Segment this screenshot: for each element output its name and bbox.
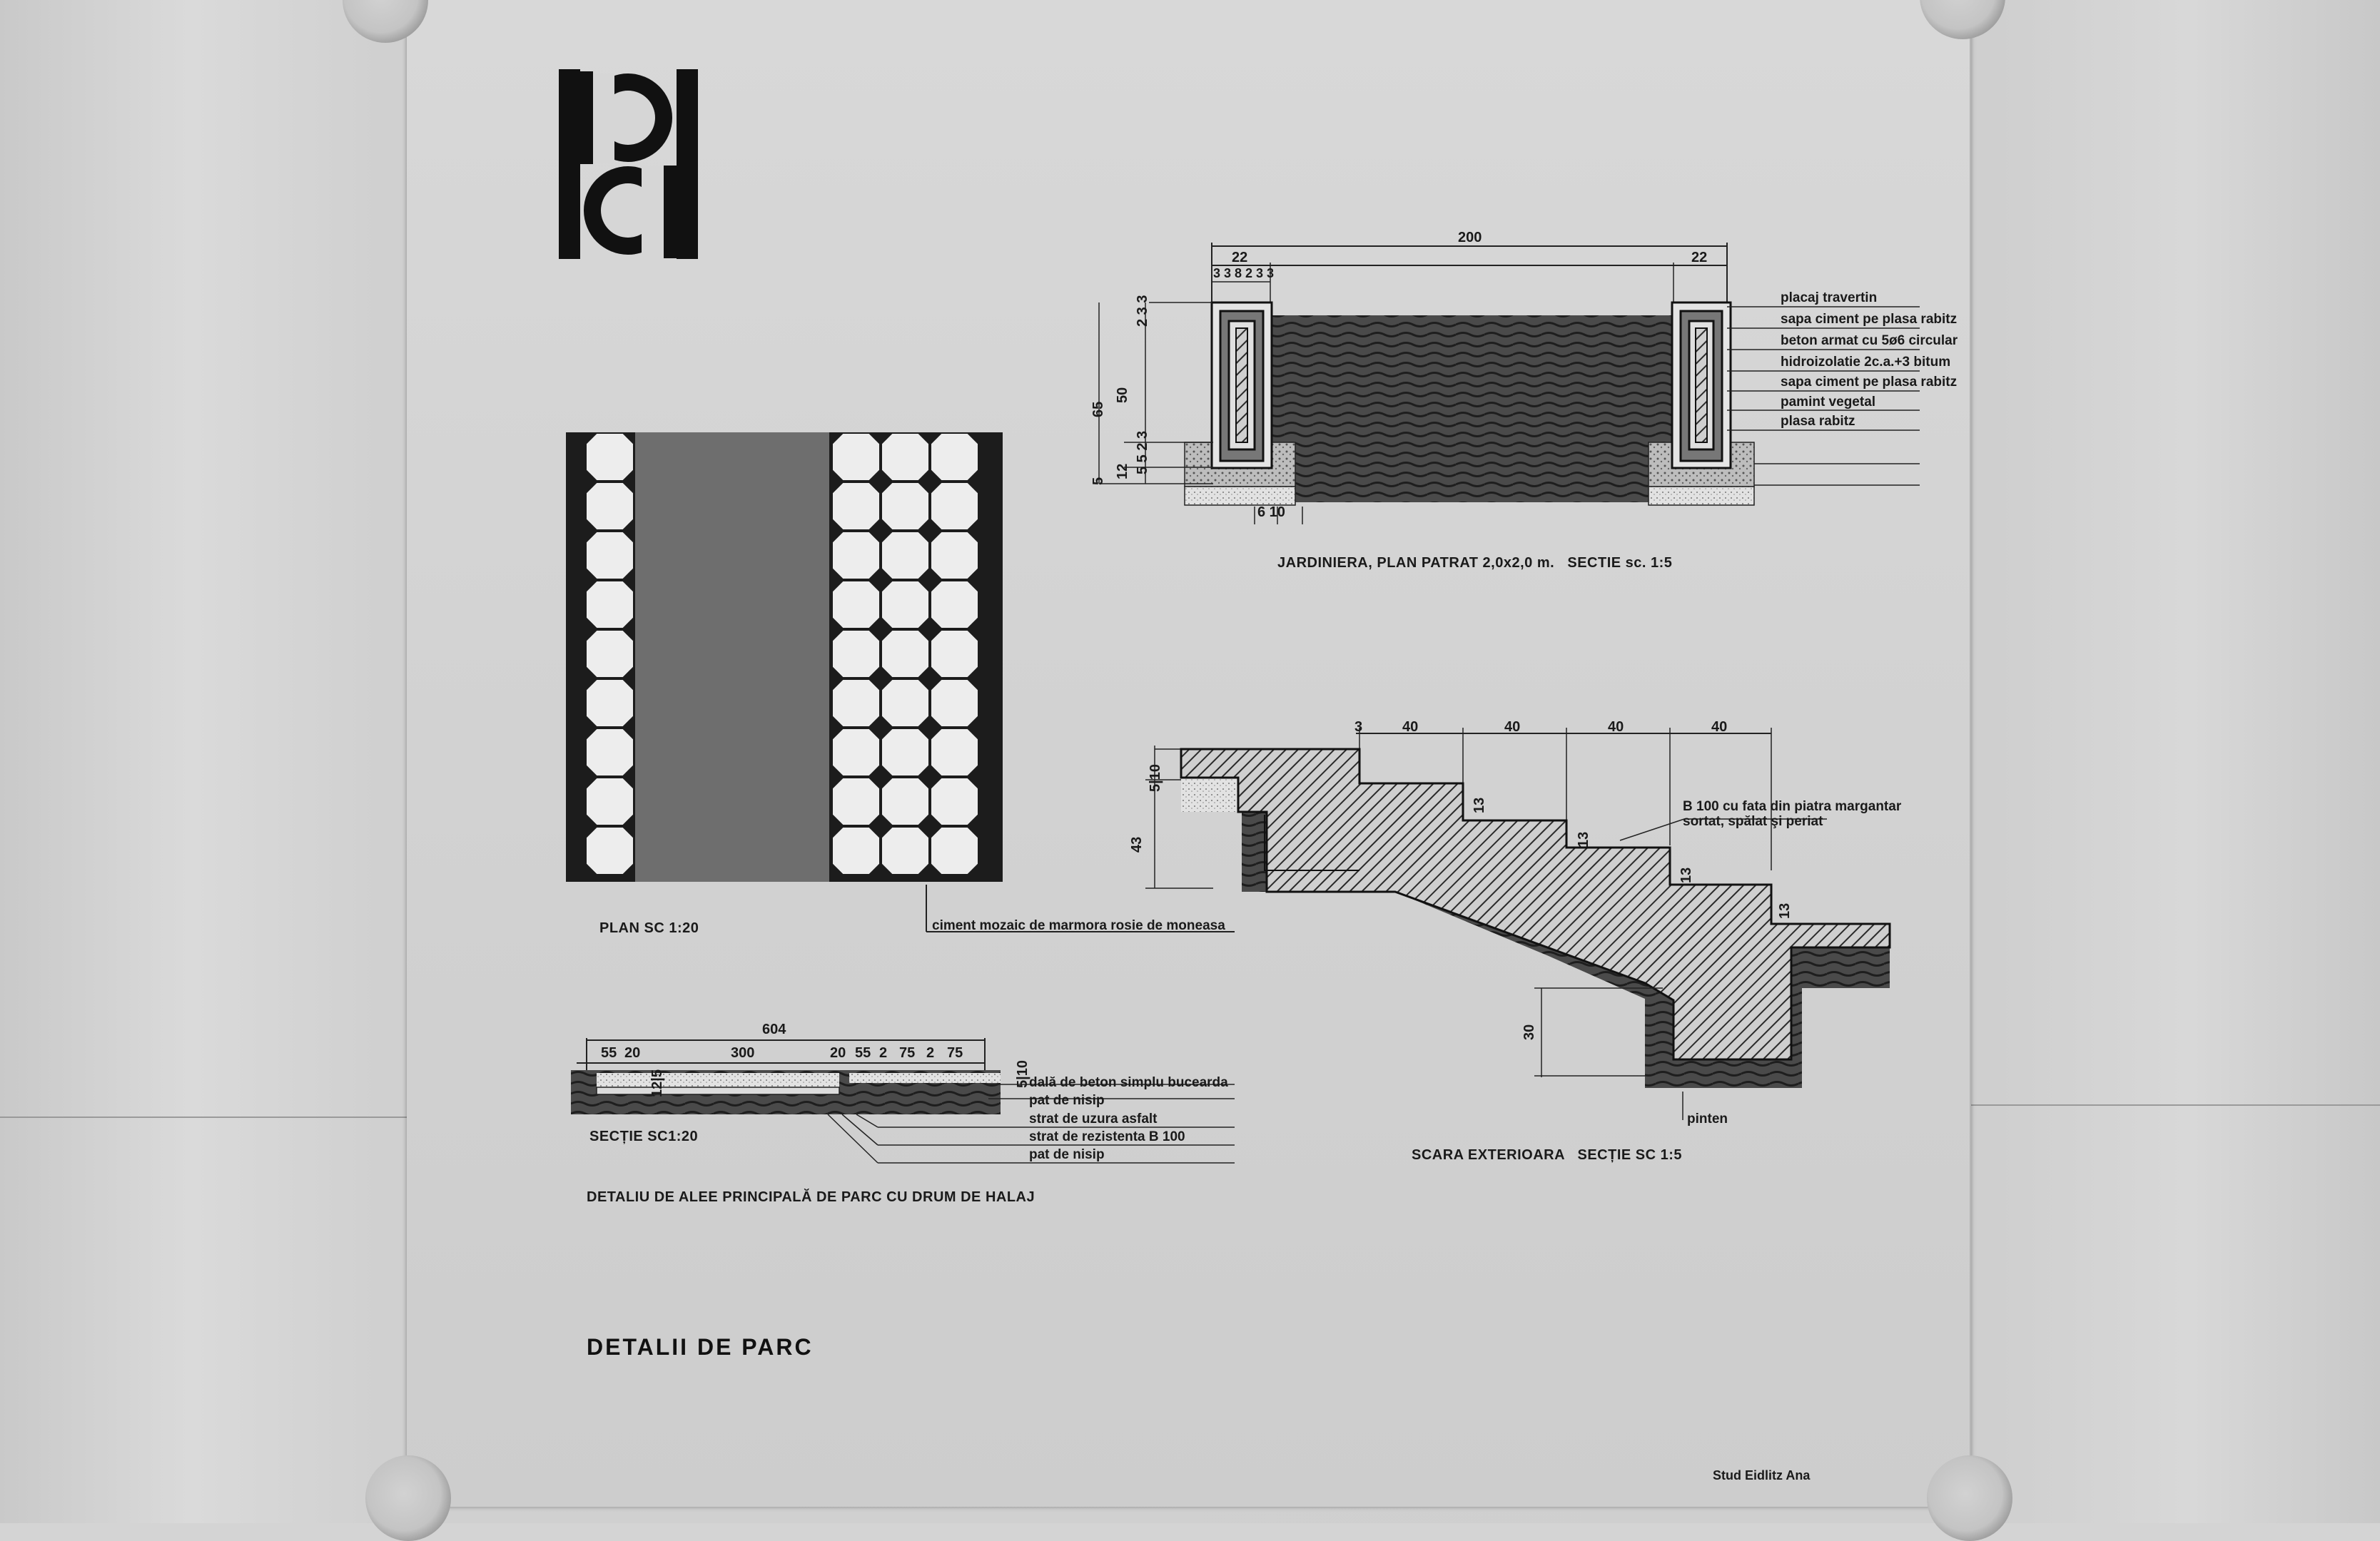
planter-layer-6: pamint vegetal bbox=[1781, 395, 1876, 410]
plan-tile bbox=[587, 828, 633, 874]
plan-tile bbox=[931, 828, 978, 874]
stair-drawing bbox=[1145, 728, 1890, 1120]
alley-section-label: SECȚIE SC1:20 bbox=[589, 1129, 699, 1144]
plan-tile bbox=[587, 778, 633, 825]
plan-tile bbox=[587, 434, 633, 480]
planter-layer-3: beton armat cu 5ø6 circular bbox=[1781, 333, 1958, 348]
alley-layer-3: strat de uzura asfalt bbox=[1029, 1112, 1158, 1126]
planter-dim-right: 22 bbox=[1691, 250, 1708, 265]
alley-layer-1: dală de beton simplu bucearda bbox=[1029, 1075, 1228, 1090]
stair-dim-3: 3 bbox=[1354, 719, 1363, 735]
planter-dim-left: 22 bbox=[1232, 250, 1248, 265]
plan-tile bbox=[833, 434, 879, 480]
plan-tile bbox=[882, 581, 928, 628]
planter-vdim-5: 5 bbox=[1090, 477, 1106, 485]
stair-bottom-dim: 30 bbox=[1521, 1024, 1537, 1040]
alley-layer-4: strat de rezistenta B 100 bbox=[1029, 1129, 1185, 1144]
plan-tile bbox=[833, 631, 879, 677]
stair-riser-1: 13 bbox=[1472, 797, 1487, 813]
plan-tile bbox=[931, 778, 978, 825]
plan-tile bbox=[931, 483, 978, 529]
planter-layer-7: plasa rabitz bbox=[1781, 414, 1855, 429]
plan-label: PLAN SC 1:20 bbox=[599, 920, 699, 936]
plan-tile bbox=[833, 729, 879, 775]
plan-tile bbox=[931, 434, 978, 480]
planter-vdim-12: 12 bbox=[1115, 463, 1130, 479]
plan-tile bbox=[833, 828, 879, 874]
plan-tile bbox=[882, 680, 928, 726]
planter-dim-bottom: 6 10 bbox=[1257, 504, 1285, 520]
alley-vdim-left: 12|5 bbox=[649, 1069, 665, 1097]
plan-tile bbox=[587, 581, 633, 628]
planter-vdim-65: 65 bbox=[1090, 401, 1106, 417]
plan-tile bbox=[587, 483, 633, 529]
plan-tile bbox=[833, 581, 879, 628]
plan-tile bbox=[833, 778, 879, 825]
plan-tile bbox=[833, 680, 879, 726]
plan-tile bbox=[931, 631, 978, 677]
alley-dim-2b: 2 bbox=[926, 1045, 935, 1061]
stair-left-dim-top: 5|10 bbox=[1148, 764, 1163, 792]
plan-tile bbox=[882, 434, 928, 480]
stair-dim-40a: 40 bbox=[1402, 719, 1419, 735]
planter-vdim-top: 2 3 3 bbox=[1135, 295, 1150, 327]
alley-detail-caption: DETALIU DE ALEE PRINCIPALĂ DE PARC CU DRUM DE HALAJ bbox=[587, 1189, 1035, 1205]
stair-material-note: B 100 cu fata din piatra margantar sortat, spălat şi periat bbox=[1683, 799, 1902, 829]
alley-dim-20a: 20 bbox=[624, 1045, 641, 1061]
alley-layer-2: pat de nisip bbox=[1029, 1093, 1105, 1108]
planter-layer-2: sapa ciment pe plasa rabitz bbox=[1781, 312, 1958, 327]
plan-tile bbox=[882, 631, 928, 677]
planter-layer-1: placaj travertin bbox=[1781, 290, 1878, 305]
sheet-title: DETALII DE PARC bbox=[587, 1334, 814, 1360]
plan-tile bbox=[882, 729, 928, 775]
stair-dim-40c: 40 bbox=[1608, 719, 1624, 735]
plan-tile bbox=[931, 581, 978, 628]
stair-riser-4: 13 bbox=[1777, 902, 1793, 919]
plan-tile bbox=[882, 778, 928, 825]
stair-dim-40b: 40 bbox=[1504, 719, 1521, 735]
stair-dim-40d: 40 bbox=[1711, 719, 1728, 735]
alley-layer-5: pat de nisip bbox=[1029, 1147, 1105, 1162]
stair-riser-2: 13 bbox=[1576, 831, 1591, 848]
stair-riser-3: 13 bbox=[1678, 867, 1694, 883]
planter-vdim-50: 50 bbox=[1115, 387, 1130, 403]
plan-tile bbox=[931, 680, 978, 726]
plan-tile bbox=[587, 631, 633, 677]
alley-dim-55b: 55 bbox=[855, 1045, 871, 1061]
plan-tile bbox=[931, 729, 978, 775]
alley-dim-2a: 2 bbox=[879, 1045, 888, 1061]
alley-dim-300: 300 bbox=[731, 1045, 755, 1061]
alley-dim-20b: 20 bbox=[830, 1045, 846, 1061]
alley-dim-75b: 75 bbox=[947, 1045, 963, 1061]
planter-vdim-bottom: 5 5 2 3 bbox=[1135, 430, 1150, 474]
planter-layer-4: hidroizolatie 2c.a.+3 bitum bbox=[1781, 355, 1951, 370]
logo bbox=[559, 15, 698, 259]
alley-dim-55a: 55 bbox=[601, 1045, 617, 1061]
plan-material-note: ciment mozaic de marmora rosie de moneasa bbox=[932, 918, 1225, 933]
plan-tile bbox=[882, 483, 928, 529]
plan-tile bbox=[882, 828, 928, 874]
alley-dim-75a: 75 bbox=[899, 1045, 916, 1061]
plan-drawing bbox=[566, 432, 1003, 882]
plan-tile bbox=[882, 532, 928, 579]
plan-tile bbox=[587, 532, 633, 579]
stair-left-dim-43: 43 bbox=[1129, 836, 1145, 853]
planter-caption: JARDINIERA, PLAN PATRAT 2,0x2,0 m. SECTIE sc. 1:5 bbox=[1277, 555, 1673, 571]
sheet-author: Stud Eidlitz Ana bbox=[1713, 1468, 1811, 1482]
stair-pinten-label: pinten bbox=[1687, 1112, 1728, 1126]
stair-caption: SCARA EXTERIOARA SECȚIE SC 1:5 bbox=[1412, 1147, 1683, 1163]
alley-vdim-right: 5|10 bbox=[1015, 1060, 1031, 1088]
plan-tile bbox=[587, 680, 633, 726]
alley-total-dim: 604 bbox=[762, 1022, 786, 1037]
planter-layer-5: sapa ciment pe plasa rabitz bbox=[1781, 375, 1958, 390]
planter-dim-total: 200 bbox=[1458, 230, 1482, 245]
plan-tile bbox=[587, 729, 633, 775]
planter-dim-sub: 3 3 8 2 3 3 bbox=[1213, 266, 1275, 280]
plan-tile bbox=[931, 532, 978, 579]
plan-tile bbox=[833, 532, 879, 579]
plan-tile bbox=[833, 483, 879, 529]
